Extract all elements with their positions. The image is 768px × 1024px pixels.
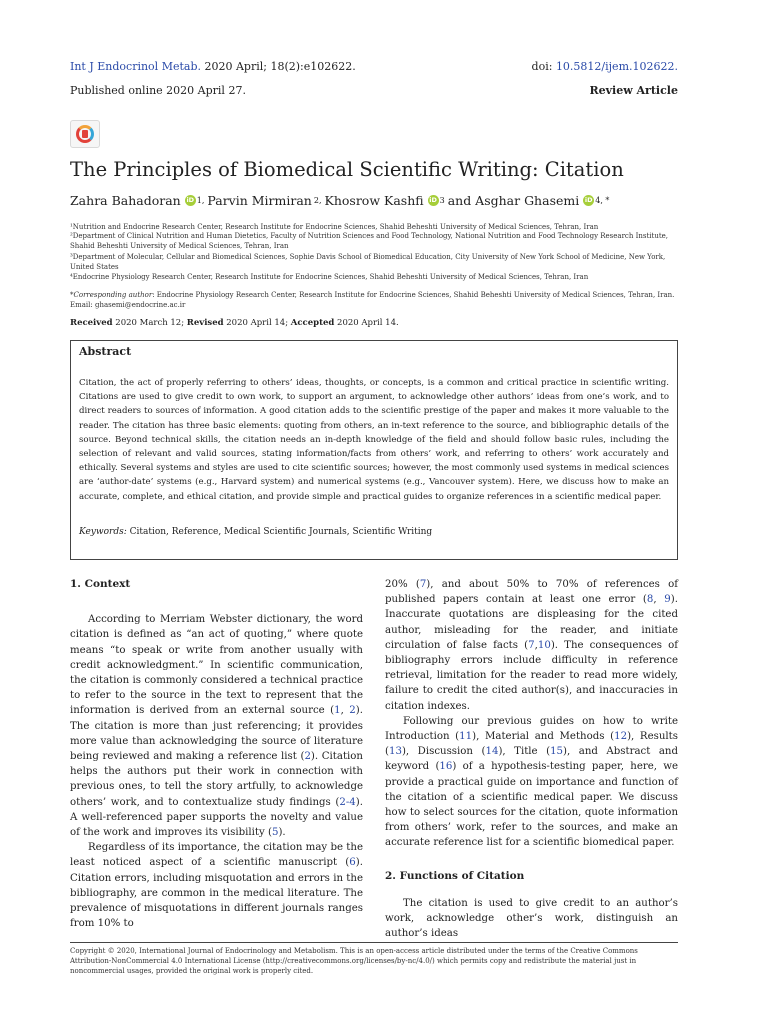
citation-ref-link[interactable]: 10 (537, 639, 551, 651)
citation-ref-link[interactable]: 7 (528, 639, 535, 651)
citation-ref-link[interactable]: 12 (614, 731, 628, 743)
footer-divider (70, 942, 678, 943)
paragraph-text: ). The consequences of bibliography errors include difficulty in reference retrieval, limitation for the reader to read more widely, failure to credit the cited author(s), and inaccuracies in citation indexes. (385, 639, 678, 712)
paragraph-text: ), Discussion ( (401, 746, 486, 758)
affiliation-1: ¹Nutrition and Endocrine Research Center, Research Institute for Endocrine Sciences, Shahid Beheshti University of Medical Sciences, Tehran, Iran (70, 223, 599, 231)
abstract-box (70, 340, 678, 560)
published-date: Published online 2020 April 27. (70, 84, 246, 97)
corresponding-author: *Corresponding author: Endocrine Physiology Research Center, Research Institute for Endocrine Sciences, Shahid Beheshti University of Medical Sciences, Tehran, Iran. Email: ghasemi@endocrine.ac.ir (70, 291, 675, 309)
paragraph (70, 840, 363, 931)
paragraph-text: ). A well-referenced paper supports the novelty and value of the work and improves its visibility ( (70, 796, 363, 839)
orcid-icon[interactable]: iD (429, 196, 437, 204)
author-affiliation-mark: 2, (313, 196, 322, 205)
affiliation-3: ³Department of Molecular, Cellular and Biomedical Sciences, Sophie Davis School of Biomedical Education, City University of New York School of Medicine, New York, United States (70, 253, 666, 271)
author-list (70, 193, 612, 208)
paragraph-text: Regardless of its importance, the citation may be the least noticed aspect of a scientific manuscript ( (70, 842, 363, 869)
paragraph-text: , (534, 639, 538, 651)
affiliation-4: ⁴Endocrine Physiology Research Center, Research Institute for Endocrine Sciences, Shahid Beheshti University of Medical Sciences, Tehran, Iran (70, 273, 589, 281)
paragraph-text: ). The citation is more than just referencing; it provides more value than acknowledging the source of literature being reviewed and making a reference list ( (70, 705, 363, 763)
author-name: Zahra Bahadoran (70, 193, 181, 208)
paragraph-text: According to Merriam Webster dictionary, the word citation is defined as “an act of quoting,” where quote means “to speak or write from another usually with credit acknowledgment.” In scientific communication, the citation is commonly considered a technical practice to refer to the source in the text to represent that the information is derived from an external source ( (70, 614, 363, 717)
citation-ref-link[interactable]: 2 (304, 751, 311, 763)
abstract-heading: Abstract (79, 345, 132, 358)
paragraph-text: , (653, 594, 665, 606)
author-name: Parvin Mirmiran (207, 193, 312, 208)
citation-ref-link[interactable]: 5 (271, 827, 279, 839)
citation-ref-link[interactable]: 8 (646, 594, 654, 606)
author-name: Khosrow Kashfi (324, 193, 424, 208)
author-affiliation-mark: 4, * (595, 196, 610, 205)
paragraph-text: , (340, 705, 350, 717)
orcid-icon[interactable]: iD (186, 196, 195, 204)
author-name: and Asghar Ghasemi (447, 193, 580, 208)
journal-citation: Int J Endocrinol Metab. 2020 April; 18(2):e102622. (70, 60, 356, 73)
article-title: The Principles of Biomedical Scientific Writing: Citation (70, 158, 624, 181)
citation-ref-link[interactable]: 15 (550, 746, 564, 758)
copyright-footer: Copyright © 2020, International Journal of Endocrinology and Metabolism. This is an open-access article distributed under the terms of the Creative Commons Attribution-NonCommercial 4.0 International License (http://creativecommons.org/licenses/by-nc/4.0/) which permits copy and redistribute the material just in noncommercial usages, provided the original work is properly cited. (70, 947, 638, 975)
paragraph-text: ). Citation helps the authors put their work in connection with previous ones, to tell the story artfully, to acknowledge others’ work, and to contextualize study findings ( (70, 751, 363, 808)
citation-ref-link[interactable]: 13 (388, 746, 402, 758)
journal-link[interactable]: Int J Endocrinol Metab. (70, 60, 201, 73)
paragraph (70, 612, 363, 840)
right-column (385, 577, 678, 941)
citation-ref-link[interactable]: 11 (459, 731, 473, 743)
citation-ref-link[interactable]: 16 (439, 761, 453, 773)
section-heading-context: 1. Context (70, 578, 131, 590)
publication-info (70, 84, 678, 97)
paragraph-text: 20% ( (385, 579, 420, 590)
orcid-icon[interactable]: iD (584, 196, 593, 204)
paragraph (385, 896, 678, 942)
citation-ref-link[interactable]: 2-4 (339, 796, 356, 808)
doi: doi: 10.5812/ijem.102622. (531, 60, 678, 73)
doi-link[interactable]: 10.5812/ijem.102622. (555, 60, 678, 73)
left-column (70, 577, 363, 931)
journal-header (70, 60, 678, 73)
paragraph-text: ). Citation errors, including misquotation and errors in the bibliography, are common in the medical literature. The prevalence of misquotations in different journals ranges from 10% to (70, 857, 363, 930)
citation-ref-link[interactable]: 7 (419, 579, 427, 590)
paragraph-text: ), Results ( (385, 731, 678, 758)
citation-ref-link[interactable]: 14 (485, 746, 499, 758)
affiliation-2: ²Department of Clinical Nutrition and Human Dietetics, Faculty of Nutrition Sciences and Food Technology, National Nutrition and Food Technology Research Institute, Shahid Beheshti University of Medical Sciences, Tehran, Iran (70, 232, 669, 250)
citation-ref-link[interactable]: 6 (349, 857, 356, 869)
paragraph-text: ), and Abstract and keyword ( (385, 746, 678, 773)
paragraph-text: ). Inaccurate quotations are displeasing for the cited author, misleading for the reader, and initiate circulation of false facts ( (385, 594, 678, 651)
paragraph-text: ). (278, 827, 286, 839)
citation-ref-link[interactable]: 1 (334, 705, 341, 717)
paragraph-text: ) of a hypothesis-testing paper, here, we provide a practical guide on importance and function of the citation of a scientific medical paper. We discuss how to select sources for the citation, quote information from others’ work, refer to the sources, and make an accurate reference list for a scientific biomedical paper. (385, 761, 678, 849)
citation-ref-link[interactable]: 9 (664, 594, 671, 606)
paragraph (385, 714, 678, 851)
check-for-updates-icon[interactable] (70, 120, 100, 148)
paragraph-text: Following our previous guides on how to write Introduction ( (385, 715, 678, 743)
article-dates: Received 2020 March 12; Revised 2020 April 14; Accepted 2020 April 14. (70, 318, 399, 328)
keywords: Keywords: Citation, Reference, Medical Scientific Journals, Scientific Writing (79, 527, 433, 537)
paragraph-text: The citation is used to give credit to an author’s work, acknowledge other’s work, distinguish an author’s ideas (385, 897, 678, 940)
paragraph-text: ), Title ( (498, 746, 551, 758)
paragraph (385, 577, 678, 714)
citation-ref-link[interactable]: 2 (349, 705, 356, 717)
author-affiliation-mark: 3 (439, 196, 445, 205)
paragraph-text: ), and about 50% to 70% of references of published papers contain at least one error ( (385, 579, 678, 606)
paragraph-text: ), Material and Methods ( (472, 731, 615, 743)
author-affiliation-mark: 1, (196, 196, 205, 205)
article-type: Review Article (589, 84, 678, 97)
abstract-text: Citation, the act of properly referring to others’ ideas, thoughts, or concepts, is a common and critical practice in scientific writing. Citations are used to give credit to own work, to support an argument, to acknowledge other authors’ ideas from one’s work, and to direct readers to sources of information. A good citation adds to the scientific prestige of the paper and makes it more valuable to the reader. The citation has three basic elements: quoting from others, an in-text reference to the source, and bibliographic details of the source. Beyond technical skills, the citation needs an in-depth knowledge of the field and should follow basic rules, including the selection of relevant and valid sources, stating information/facts from others’ work, and referring to others’ work accurately and ethically. Several systems and styles are used to cite scientific sources; however, the most commonly used systems in medical sciences are ‘author-date’ systems (e.g., Harvard system) and numerical systems (e.g., Vancouver system). Here, we discuss how to make an accurate, complete, and ethical citation, and provide simple and practical guides to organize references in a scientific medical paper. (79, 378, 669, 502)
section-heading-functions: 2. Functions of Citation (385, 869, 525, 882)
